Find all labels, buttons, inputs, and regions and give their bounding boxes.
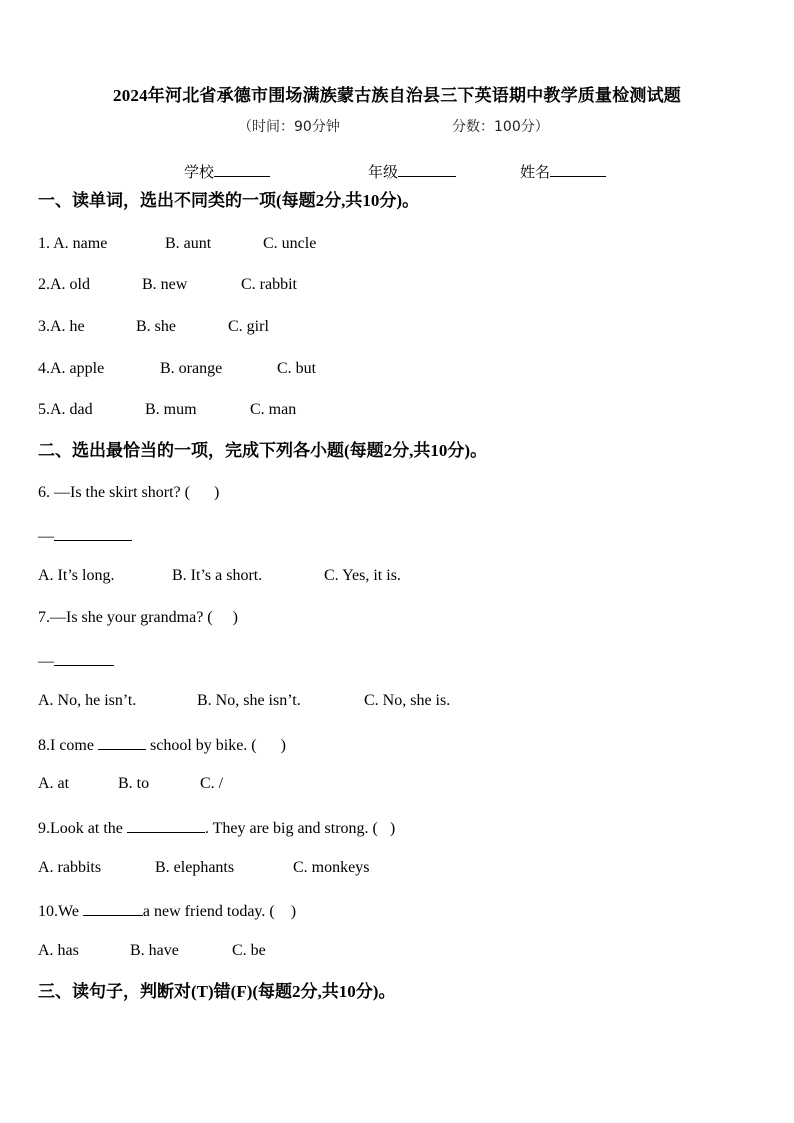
question-2-option-b: B. new (142, 276, 188, 293)
question-3-option-a: 3.A. he (38, 318, 85, 335)
grade-label: 年级 (368, 165, 399, 181)
question-5-option-c: C. man (250, 401, 297, 418)
school-blank[interactable] (214, 160, 270, 177)
question-10-option-b: B. have (130, 942, 179, 959)
grade-field (368, 160, 456, 183)
school-field (184, 160, 270, 183)
name-label: 姓名 (520, 165, 551, 181)
question-1-option-a: 1. A. name (38, 235, 108, 252)
name-blank[interactable] (550, 160, 606, 177)
question-8-option-a: A. at (38, 775, 70, 792)
page-title: 2024年河北省承德市围场满族蒙古族自治县三下英语期中教学质量检测试题 (113, 86, 681, 105)
question-10-stem: 10.We a new friend today. ( ) (38, 899, 296, 922)
question-6-answer-line (38, 524, 132, 547)
question-1-option-c: C. uncle (263, 235, 317, 252)
question-7-option-b: B. No, she isn’t. (197, 692, 301, 709)
dash: — (38, 653, 54, 670)
question-2-option-a: 2.A. old (38, 276, 90, 293)
question-6-option-c: C. Yes, it is. (324, 567, 401, 584)
question-7-option-a: A. No, he isn’t. (38, 692, 137, 709)
question-6-option-a: A. It’s long. (38, 567, 115, 584)
question-4-option-c: C. but (277, 360, 317, 377)
question-9-stem: 9.Look at the . They are big and strong. ( ) (38, 816, 395, 839)
dash: — (38, 528, 54, 545)
question-7-answer-line (38, 649, 114, 672)
question-2-option-c: C. rabbit (241, 276, 297, 293)
question-10-option-a: A. has (38, 942, 79, 959)
question-7-option-c: C. No, she is. (364, 692, 451, 709)
question-8-stem: 8.I come school by bike. ( ) (38, 733, 286, 756)
section-heading-1: 一、读单词，选出不同类的一项(每题2分,共10分)。 (38, 191, 420, 210)
name-field (520, 160, 606, 183)
section-heading-2: 二、选出最恰当的一项，完成下列各小题(每题2分,共10分)。 (38, 441, 488, 460)
question-8-option-c: C. / (200, 775, 224, 792)
question-6-answer-blank[interactable] (54, 524, 132, 541)
grade-blank[interactable] (398, 160, 456, 177)
question-5-option-a: 5.A. dad (38, 401, 93, 418)
question-7-stem: 7.—Is she your grandma? ( ) (38, 609, 238, 626)
question-4-option-b: B. orange (160, 360, 223, 377)
question-10-option-c: C. be (232, 942, 266, 959)
question-1-option-b: B. aunt (165, 235, 212, 252)
question-9-blank[interactable] (127, 816, 205, 833)
question-8-blank[interactable] (98, 733, 146, 750)
question-7-answer-blank[interactable] (54, 649, 114, 666)
time-limit: （时间：90分钟 (238, 119, 340, 135)
question-3-option-c: C. girl (228, 318, 269, 335)
question-6-option-b: B. It’s a short. (172, 567, 263, 584)
question-9-option-a: A. rabbits (38, 859, 102, 876)
question-3-option-b: B. she (136, 318, 176, 335)
question-5-option-b: B. mum (145, 401, 197, 418)
question-4-option-a: 4.A. apple (38, 360, 105, 377)
question-6-stem: 6. —Is the skirt short? ( ) (38, 484, 220, 501)
school-label: 学校 (184, 165, 215, 181)
question-9-option-b: B. elephants (155, 859, 235, 876)
question-10-blank[interactable] (83, 899, 143, 916)
total-score: 分数：100分） (452, 119, 549, 135)
question-9-option-c: C. monkeys (293, 859, 370, 876)
question-8-option-b: B. to (118, 775, 150, 792)
section-heading-3: 三、读句子，判断对(T)错(F)(每题2分,共10分)。 (38, 982, 396, 1001)
